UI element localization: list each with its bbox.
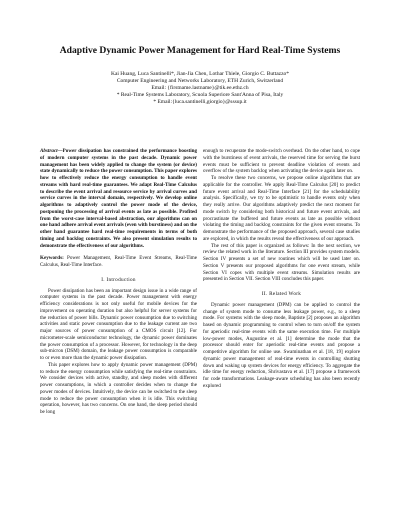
right-paragraph-3: The rest of this paper is organized as follows: In the next section, we review the related work in the literature. Section III provides system models. Section IV presents a set of new routines which will be used later on. Section V presents our proposed algorithms for one event stream, while Section VI copes with multiple event streams. Simulation results are presented in Section VII. Section VIII concludes this paper. [203,242,360,283]
right-paragraph-1: enough to recuperate the mode-switch overhead. On the other hand, to cope with the burstiness of event arrivals, the reserved time for serving the burst events must be sufficient to prevent deadline violation of events and overflow of the system backlog when activating the device again later on. [203,148,360,175]
author-affiliation-2: * Real-Time Systems Laboratory, Scuola Superiore Sant'Anna of Pisa, Italy [116,92,284,98]
right-paragraph-2: To resolve these two concerns, we propose online algorithms that are applicable for the controller. We apply Real-Time Calculus [20] to predict future event arrival and Real-Time Interface [21] for the schedulability analysis. Specifically, we try to be optimistic to handle events only when they really arrive. Our algorithms adaptively predict the next moment for mode switch by considering both historical and future event arrivals, and procrastinate the buffered and future events as late as possible without violating the timing and backlog constraints for the given event streams. To demonstrate the performance of the proposed approach, several case studies are explored, in which the results reveal the effectiveness of our approach. [203,175,360,242]
right-column [203,148,360,390]
author-affiliation: Computer Engineering and Networks Laboratory, ETH Zurich, Switzerland [116,78,284,84]
intro-paragraph-2: This paper explores how to apply dynamic power management (DPM) to reduce the energy consumption while satisfying the real-time constraints. We consider devices with active, standby, and sleep modes with different power consumptions, in which a controller decides when to change the power modes of devices. Intuitively, the device can be switched to the sleep mode to reduce the power consumption when it is idle. This switching operation, however, has two concerns. On one hand, the sleep period should be long [40,361,197,415]
section-heading-introduction: I. Introduction [101,276,136,283]
author-names: Kai Huang, Luca Santinelli*, Jian-Jia Chen, Lothar Thiele, Giorgio C. Buttazzo* [110,71,290,77]
intro-paragraph-1: Power dissipation has been an important design issue in a wide range of computer systems in the past decade. Power management with energy efficiency considerations is not only useful for mobile devices for the improvement on operating duration but also helpful for server systems for the reduction of power bills. Dynamic power consumption due to switching activities and static power consumption due to the leakage current are two major sources of power consumption of a CMOS circuit [12]. For micrometer-scale semiconductor technology, the dynamic power dominates the power consumption of a processor. However, for technology in the deep sub-micron (DSM) domain, the leakage power consumption is comparable to or even more than the dynamic power dissipation. [40,287,197,361]
author-email-2: * Email:{luca.santinelli,giorgio}@sssup.it [153,99,247,105]
abstract [40,148,197,249]
author-email: Email: {firstname.lastname}@tik.ee.ethz.ch [151,85,249,91]
keywords-text: Power Management, Real-Time Event Streams, Real-Time Calculus, Real-Time Interface. [40,255,197,268]
abstract-label: Abstract— [40,148,63,154]
paper-title: Adaptive Dynamic Power Management for Hard Real-Time Systems [59,45,341,56]
abstract-text: Power dissipation has constrained the performance boosting of modern computer systems in the past decade. Dynamic power management has been widely applied to change the system (or device) state dynamically to reduce the power consumption. This paper explores how to effectively reduce the energy consumption to handle event streams with hard real-time guarantees. We adapt Real-Time Calculus to describe the event arrival and resource service by arrival curves and service curves in the interval domain, respectively. We develop online algorithms to adaptively control the power mode of the device, postponing the processing of arrival events as late as possible. Profited from the worst-case interval-based abstraction, our algorithms can on one hand adhere arrival event arrivals (even with burstiness) and on the other hand guarantee hard real-time requirements in terms of both timing and backlog constraints. We also present simulation results to demonstrate the effectiveness of our algorithms. [40,148,197,249]
section-heading-related-work: II. Related Work [261,291,302,297]
keywords-label: Keywords: [40,255,64,262]
related-paragraph-1: Dynamic power management (DPM) can be applied to control the change of system mode to consume less leakage power, e.g., to a sleep mode. For systems with the sleep mode, Baptiste [2] proposes an algorithm based on dynamic programming to control when to turn on/off the system for aperiodic real-time events with the same execution time. For multiple low-power modes, Augustine et al. [1] determine the mode that the processor should enter for aperiodic real-time events and propose a competitive algorithm for online use. Swaminathan et al. [18, 19] explore dynamic power management of real-time events in controlling shutting down and waking up system devices for energy efficiency. To aggregate the idle time for energy reduction, Shrivastava et al. [17] propose a framework for code transformations. Leakage-aware scheduling has also been recently explored [203,301,360,389]
left-column [40,148,197,416]
keywords [40,255,197,269]
